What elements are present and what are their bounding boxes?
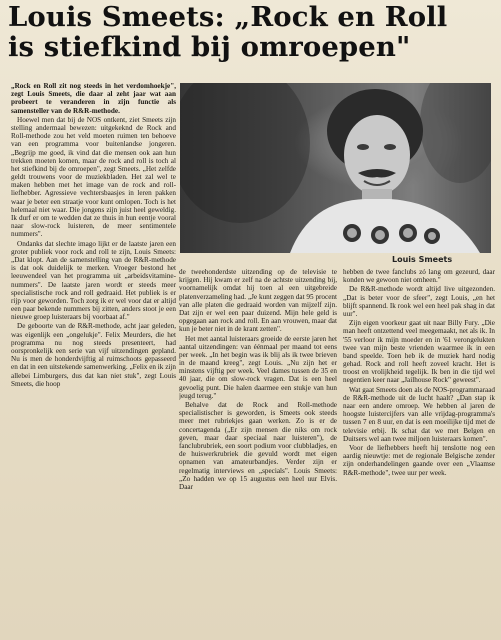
article-paragraph: Hoewel men dat bij de NOS ontkent, ziet Smeets zijn stelling andermaal bewezen: uitgekeknd de Rock and Roll-methode zou het veld moeten ruimen ten behoeve van een programma voor buitenlandse jongeren. „Begrijp me goed, ik vind dat die mensen ook aan hun trekken moeten komen, maar de rock and roll is toch al het stiefkind bij de omroepen", zegt Smeets. „Het zelfde geldt trouwens voor de muziekbladen. Het zal wel te maken hebben met het image van de rock and roll-liefhebber. Agressieve vechtersbaasjes in leren pakken waar je beter een straatje voor kunt omlopen. Toch is het helemaal niet waar. Die jongens zijn juist heel geweldig. Ik durf er om te wedden dat ze thuis in hun eentje vooral naar slow-rock luisteren, de meer sentimentele nummers". (11, 115, 176, 239)
headline (8, 2, 498, 62)
article-paragraph: Zijn eigen voorkeur gaat uit naar Billy Fury. „Die man heeft ontzettend veel meegemaakt, net als ik. In '55 verloor ik mijn moeder en in '61 verongelukten twee van mijn beste vrienden waarmee ik in een band speelde. Toen heb ik de muziek hard nodig gehad. Rock and roll heeft zoveel kracht. Het is troost en vrolijkheid tegelijk. Ik ben in die tijd wel negentien keer naar „Jailhouse Rock" geweest". (343, 319, 495, 385)
article-paragraph: Ondanks dat slechte imago lijkt er de laatste jaren een groter publiek voor rock and roll te zijn, Louis Smeets: „Dat klopt. Aan de samenstelling van de R&R-methode is dat ook duidelijk te merken. Vroeger bestond het leeuwendeel van het programma uit „arbeidsvitamine-nummers". De laatste jaren wordt er steeds meer specialistische rock and roll gedraaid. Het publiek is er rijp voor geworden. Toch zorg ik er wel voor dat er altijd een paar bekende nummers bij zitten, anders stoot je een nieuwe groep luisteraars bij voorbaat af." (11, 239, 176, 322)
headline-line-1: Louis Smeets: „Rock en Roll (8, 1, 448, 33)
article-paragraph: Wat gaat Smeets doen als de NOS-programmaraad de R&R-methode uit de lucht haalt? „Dan stap ik naar een andere omroep. We hebben al jaren de hoogste luistercijfers van alle vrijdag-programma's tussen 7 en 8 uur, en dat is een moeilijke tijd met de televisie erbij. Ik schat dat we met Belgen en Duitsers wel aan twee miljoen luisteraars komen". (343, 385, 495, 443)
article-paragraph: De R&R-methode wordt altijd live uitgezonden. „Dat is beter voor de sfeer", zegt Louis, „en het blijft spannend. Ik rook wel een heel pak shag in dat uur". (343, 285, 495, 318)
article-column-3 (343, 268, 495, 634)
headline-line-2: is stiefkind bij omroepen" (8, 31, 411, 63)
article-column-1 (11, 82, 176, 634)
article-paragraph: Het met aantal luisteraars groeide de eerste jaren het aantal uitzendingen: van éénmaal per maand tot eens per week. „In het begin was ik blij als ik twee brieven in de maand kreeg", zegt Louis. „Nu zijn het er minstens vijftig per week. Veel dames tussen de 35 en 40 jaar, die om slow-rock vragen. Dat is een heel gevoelig punt. Die halen daarmee een stukje van hun jeugd terug." (179, 334, 337, 400)
photo-caption: Louis Smeets (392, 255, 453, 264)
article-column-2 (179, 268, 337, 634)
article-paragraph: De geboorte van de R&R-methode, acht jaar geleden, was eigenlijk een „ongelukje". Felix Meurders, die het programma nu nog steeds presenteert, had oorspronkelijk een serie van vijf uitzendingen gepland. Nu is men de honderdvijftig al ruimschoots gepasseerd en dat in een uitstekende samenwerking. „Felix en ik zijn allebei Limburgers, dus dat kan niet stuk", zegt Louis Smeets, die hoop (11, 322, 176, 388)
portrait-illustration (180, 83, 491, 253)
article-lead: „Rock en Roll zit nog steeds in het verdomhoekje", zegt Louis Smeets, die daar al zeht jaar wat aan probeert te veranderen in zijn functie als samensteller van de R&R-methode. (11, 82, 176, 115)
article-paragraph: Voor de liefhebbers heeft hij tenslotte nog een aardig nieuwtje: met de regionale Belgische zender zijn onderhandelingen gaande over een „Vlaamse R&R-methode", twee uur per week. (343, 443, 495, 477)
portrait-photo (180, 83, 491, 253)
article-paragraph: hebben de twee fanclubs zó lang om gezeurd, daar konden we gewoon niet omheen." (343, 268, 495, 285)
article-paragraph: Behalve dat de Rock and Roll-methode specialistischer is geworden, is Smeets ook steeds meer met rubriekjes gaan werken. Zo is er de concertagenda („Er zijn mensen die niks om rock geven, maar daar speciaal naar luisteren"), de fanclubrubriek, een soort podium voor clubbladjes, en de huiswerkrubriek die gevuld wordt met eigen opnamen van amateurbandjes. Verder zijn er regelmatig interviews en „specials". Louis Smeets: „Zo hadden we op 15 augustus een heel uur Elvis. Daar (179, 401, 337, 491)
article-paragraph: de tweehonderdste uitzending op de televisie te krijgen. Hij kwam er zelf na de achtste uitzending bij, voornamelijk omdat hij toen al een uitgebreide platenverzameling had. „Je kunt zeggen dat 95 procent van alle platen die gedraaid worden van mijzelf zijn. Dat zijn er wel een paar duizend. Mijn hele geld is opgegaan aan rock and roll. En aan vrouwen, maar dat kun je beter niet in de krant zetten". (179, 268, 337, 334)
